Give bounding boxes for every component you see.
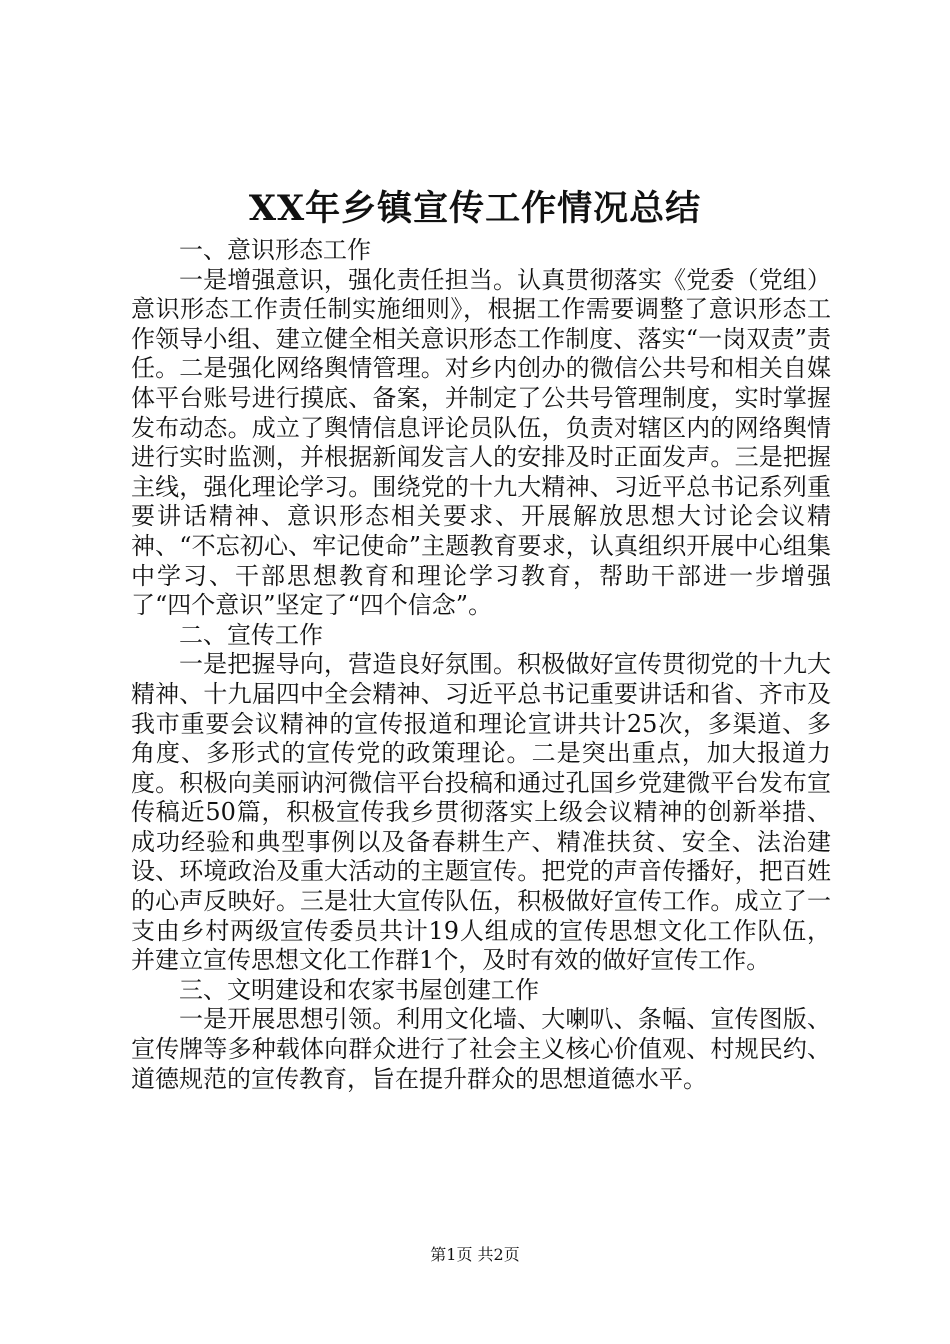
body-paragraph: 一是把握导向，营造良好氛围。积极做好宣传贯彻党的十九大精神、十九届四中全会精神、习近平总书记重要讲话和省、齐市及我市重要会议精神的宣传报道和理论宣讲共计25次，多渠道、多角度、多形式的宣传党的政策理论。二是突出重点，加大报道力度。积极向美丽讷河微信平台投稿和通过孔国乡党建微平台发布宣传稿近50篇，积极宣传我乡贯彻落实上级会议精神的创新举措、成功经验和典型事例以及备春耕生产、精准扶贫、安全、法治建设、环境政治及重大活动的主题宣传。把党的声音传播好，把百姓的心声反映好。三是壮大宣传队伍，积极做好宣传工作。成立了一支由乡村两级宣传委员共计19人组成的宣传思想文化工作队伍，并建立宣传思想文化工作群1个，及时有效的做好宣传工作。 — [131, 650, 831, 975]
section-heading: 二、宣传工作 — [179, 620, 323, 649]
page-footer: 第1页 共2页 — [430, 1245, 520, 1264]
document-body — [131, 236, 831, 1094]
section-heading: 一、意识形态工作 — [179, 236, 371, 264]
document-title: XX年乡镇宣传工作情况总结 — [248, 188, 702, 229]
section-heading: 三、文明建设和农家书屋创建工作 — [179, 975, 539, 1004]
body-paragraph: 一是开展思想引领。利用文化墙、大喇叭、条幅、宣传图版、宣传牌等多种载体向群众进行了社会主义核心价值观、村规民约、道德规范的宣传教育，旨在提升群众的思想道德水平。 — [131, 1005, 831, 1093]
body-paragraph: 一是增强意识，强化责任担当。认真贯彻落实《党委（党组）意识形态工作责任制实施细则》，根据工作需要调整了意识形态工作领导小组、建立健全相关意识形态工作制度、落实“一岗双责”责任。二是强化网络舆情管理。对乡内创办的微信公共号和相关自媒体平台账号进行摸底、备案，并制定了公共号管理制度，实时掌握发布动态。成立了舆情信息评论员队伍，负责对辖区内的网络舆情进行实时监测，并根据新闻发言人的安排及时正面发声。三是把握主线，强化理论学习。围绕党的十九大精神、习近平总书记系列重要讲话精神、意识形态相关要求、开展解放思想大讨论会议精神、“不忘初心、牢记使命”主题教育要求，认真组织开展中心组集中学习、干部思想教育和理论学习教育，帮助干部进一步增强了“四个意识”坚定了“四个信念”。 — [131, 265, 831, 620]
